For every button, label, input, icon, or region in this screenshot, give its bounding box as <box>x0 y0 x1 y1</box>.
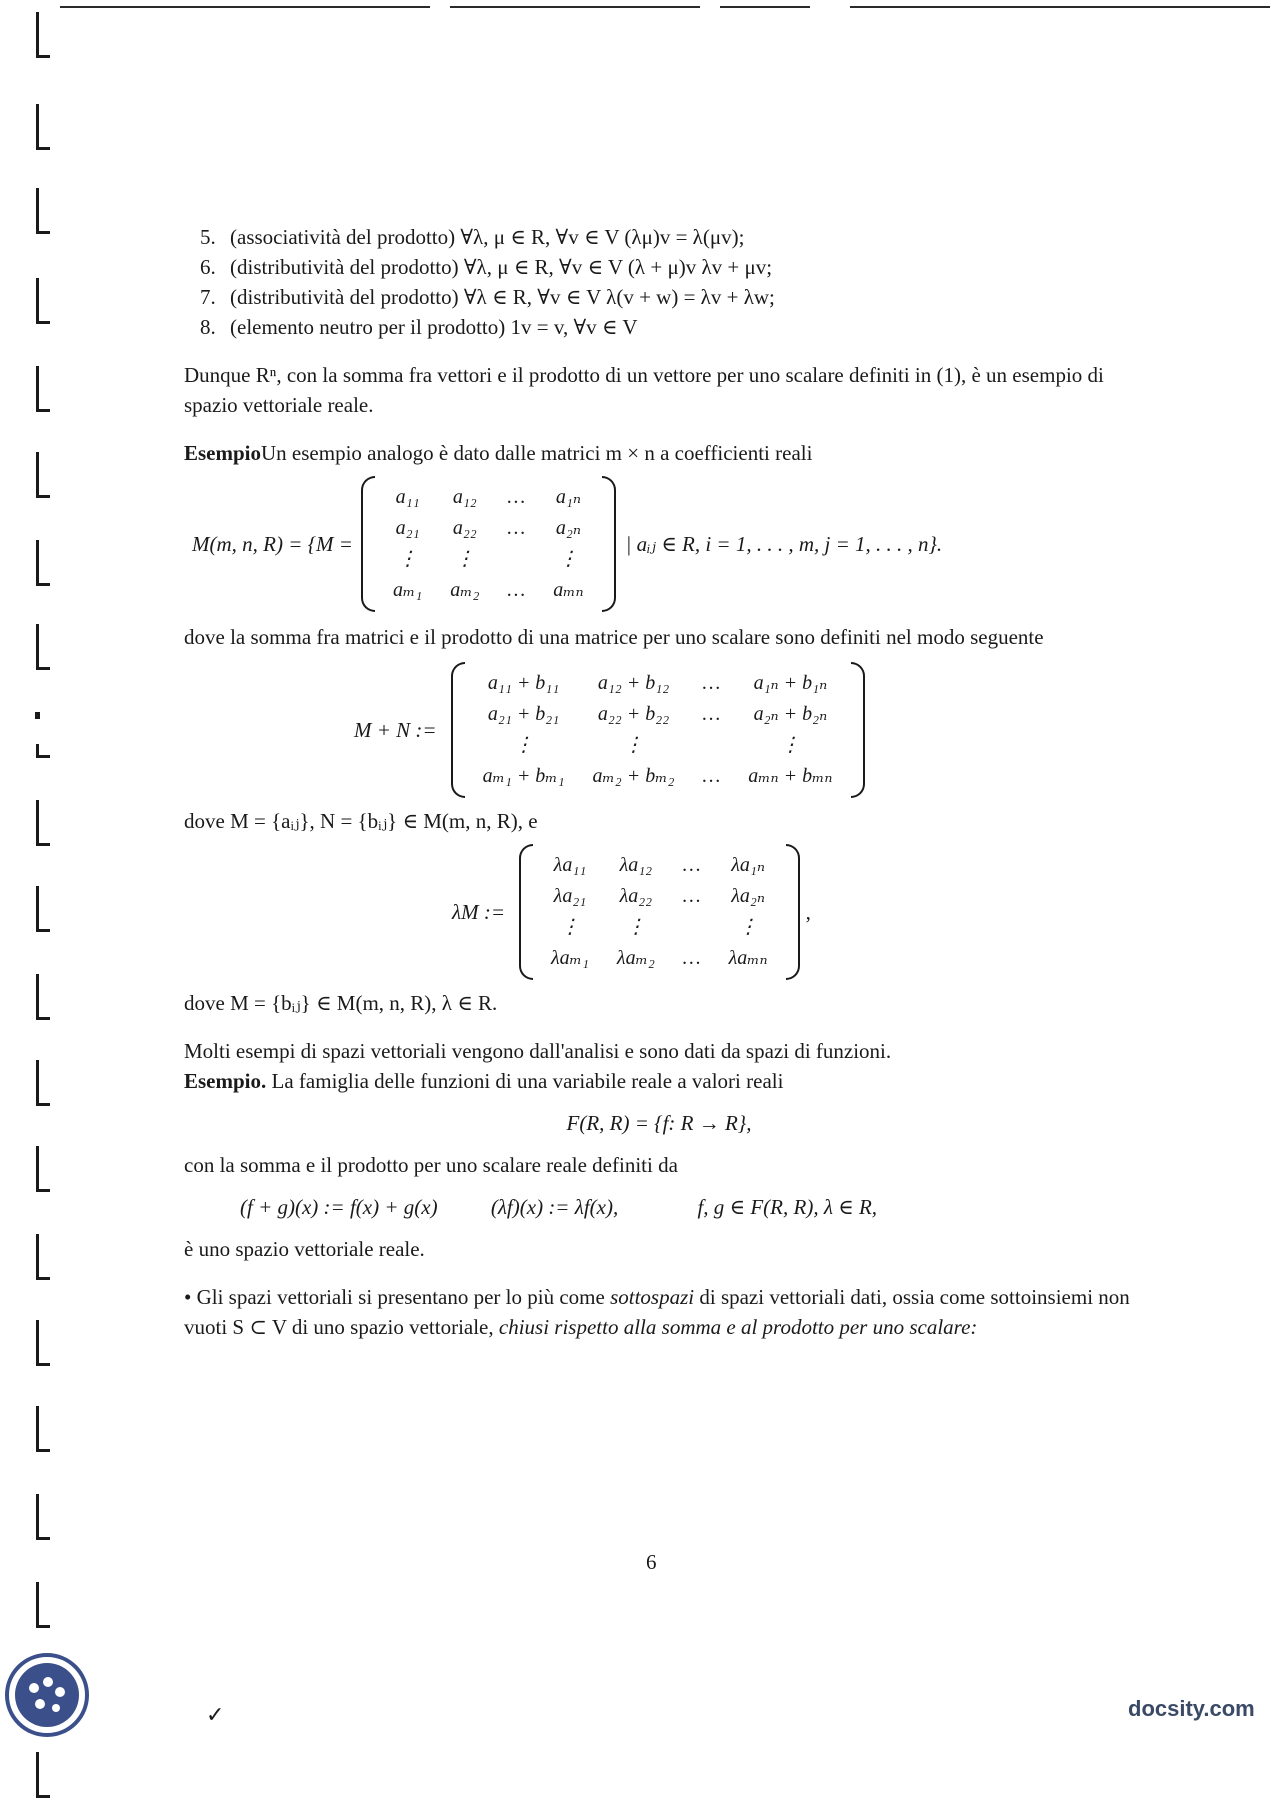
list-item-number: 6. <box>200 255 216 279</box>
matrix-cell: ⋮ <box>625 916 646 938</box>
binding-dot <box>35 712 40 719</box>
equation-right: | aᵢⱼ ∈ R, i = 1, . . . , m, j = 1, . . . , n}. <box>625 532 943 556</box>
binding-mark <box>36 540 50 586</box>
matrix-cell: … <box>702 703 721 725</box>
matrix-cell: … <box>682 885 701 907</box>
matrix-cell: a₁₂ + b₁₂ <box>597 672 670 694</box>
matrix-cell: … <box>507 486 526 508</box>
equation-scalar: (λf)(x) := λf(x), <box>490 1195 619 1219</box>
example-text: La famiglia delle funzioni di una variabile reale a valori reali <box>266 1069 784 1093</box>
list-item-text: (distributività del prodotto) ∀λ ∈ R, ∀v ∈ V λ(v + w) = λv + λw; <box>230 285 775 309</box>
matrix-cell: a₁₁ <box>395 486 420 508</box>
docsity-logo-icon[interactable] <box>4 1652 90 1738</box>
matrix-m <box>361 476 616 612</box>
matrix-sum <box>451 662 865 798</box>
matrix-cell: λa₁ₙ <box>731 854 765 876</box>
matrix-cell: λaₘ₂ <box>616 947 655 969</box>
equation-operations <box>240 1192 1134 1222</box>
paragraph-where-m: dove M = {bᵢⱼ} ∈ M(m, n, R), λ ∈ R. <box>184 991 498 1015</box>
binding-mark <box>36 1494 50 1540</box>
matrix-cell: λaₘₙ <box>728 947 768 969</box>
subspaces-closure: chiusi rispetto alla somma e al prodotto per uno scalare: <box>498 1315 978 1339</box>
binding-mark <box>36 104 50 150</box>
matrix-cell: ⋮ <box>397 548 418 570</box>
binding-mark <box>36 1582 50 1628</box>
binding-mark <box>36 800 50 846</box>
matrix-cell: ⋮ <box>780 734 801 756</box>
matrix-m-table <box>379 482 598 606</box>
equation-scalar-product <box>452 844 1134 980</box>
binding-mark <box>36 1146 50 1192</box>
matrix-cell: a₂₂ + b₂₂ <box>597 703 670 725</box>
matrix-cell: ⋮ <box>623 734 644 756</box>
equation-left: M(m, n, R) = {M = <box>192 532 353 556</box>
equation-left: M + N := <box>354 718 437 742</box>
paragraph-subspaces <box>184 1282 1134 1342</box>
matrix-cell <box>493 544 539 575</box>
paragraph-rn-example: Dunque Rⁿ, con la somma fra vettori e il prodotto di un vettore per uno scalare definiti in (1), è un esempio di spazio vettoriale reale. <box>184 363 1104 417</box>
paragraph-where-mn: dove M = {aᵢⱼ}, N = {bᵢⱼ} ∈ M(m, n, R), e <box>184 809 538 833</box>
stray-mark: ✓ <box>206 1702 225 1727</box>
binding-mark <box>36 886 50 932</box>
matrix-cell <box>688 730 734 761</box>
list-item <box>184 282 1134 312</box>
binding-mark <box>36 744 50 758</box>
matrix-cell: a₁ₙ <box>555 486 581 508</box>
page-number: 6 <box>646 1550 657 1574</box>
matrix-cell <box>669 912 715 943</box>
matrix-cell: … <box>682 854 701 876</box>
equation-matrix-space <box>192 476 1134 612</box>
example-label: Esempio <box>184 441 262 465</box>
list-item <box>184 222 1134 252</box>
matrix-cell: λa₁₂ <box>619 854 653 876</box>
matrix-cell: a₂₁ + b₂₁ <box>487 703 560 725</box>
paragraph-function-spaces: Molti esempi di spazi vettoriali vengono dall'analisi e sono dati da spazi di funzioni. <box>184 1039 892 1063</box>
matrix-cell: ⋮ <box>513 734 534 756</box>
paragraph-conclusion: è uno spazio vettoriale reale. <box>184 1237 425 1261</box>
matrix-cell: a₁₂ <box>452 486 477 508</box>
paragraph-operations: con la somma e il prodotto per uno scalare reale definiti da <box>184 1153 678 1177</box>
matrix-cell: ⋮ <box>738 916 759 938</box>
list-item-number: 5. <box>200 225 216 249</box>
matrix-cell: aₘₙ + bₘₙ <box>748 765 833 787</box>
list-item-text: (elemento neutro per il prodotto) 1v = v, ∀v ∈ V <box>230 315 638 339</box>
binding-mark <box>36 974 50 1020</box>
list-item-text: (distributività del prodotto) ∀λ, μ ∈ R, ∀v ∈ V (λ + μ)v λv + μv; <box>230 255 773 279</box>
matrix-cell: ⋮ <box>558 548 579 570</box>
top-rule-1 <box>60 6 430 8</box>
matrix-scalar-table <box>537 850 782 974</box>
matrix-cell: … <box>507 579 526 601</box>
matrix-cell: λa₂₂ <box>619 885 653 907</box>
matrix-cell: … <box>702 765 721 787</box>
list-item-text: (associatività del prodotto) ∀λ, μ ∈ R, ∀v ∈ V (λμ)v = λ(μv); <box>230 225 745 249</box>
equation-sum: (f + g)(x) := f(x) + g(x) <box>240 1195 438 1219</box>
list-item <box>184 252 1134 282</box>
binding-mark <box>36 1060 50 1106</box>
matrix-sum-table <box>469 668 847 792</box>
list-item-number: 7. <box>200 285 216 309</box>
binding-mark <box>36 1406 50 1452</box>
binding-mark <box>36 12 50 58</box>
matrix-cell: a₂ₙ <box>555 517 581 539</box>
matrix-cell: aₘ₁ <box>392 579 423 601</box>
subspaces-text-b: di spazi vettoriali dati, ossia come sottoinsiemi non vuoti S ⊂ V di uno spazio vettoriale, <box>184 1285 1130 1339</box>
binding-mark <box>36 1752 50 1798</box>
example-functions <box>184 1066 1134 1096</box>
example-text: Un esempio analogo è dato dalle matrici m × n a coefficienti reali <box>261 441 813 465</box>
matrix-cell: a₁₁ + b₁₁ <box>487 672 560 694</box>
matrix-scalar <box>519 844 800 980</box>
top-rule-4 <box>850 6 1270 8</box>
matrix-cell: … <box>507 517 526 539</box>
matrix-cell: a₂ₙ + b₂ₙ <box>753 703 828 725</box>
page-content <box>184 222 1134 1342</box>
matrix-cell: ⋮ <box>559 916 580 938</box>
matrix-cell: λa₂ₙ <box>731 885 765 907</box>
matrix-cell: a₁ₙ + b₁ₙ <box>753 672 828 694</box>
matrix-cell: λa₁₁ <box>553 854 587 876</box>
binding-mark <box>36 1320 50 1366</box>
axiom-list <box>184 222 1134 342</box>
matrix-cell: λa₂₁ <box>553 885 587 907</box>
matrix-cell: … <box>682 947 701 969</box>
top-rule-3 <box>720 6 810 8</box>
equation-function-space: F(R, R) = {f: R → R}, <box>566 1111 752 1135</box>
equation-matrix-sum <box>354 662 1134 798</box>
matrix-cell: aₘ₁ + bₘ₁ <box>482 765 565 787</box>
binding-mark <box>36 188 50 234</box>
binding-mark <box>36 624 50 670</box>
subspaces-emphasis: sottospazi <box>610 1285 695 1309</box>
binding-mark <box>36 452 50 498</box>
matrix-cell: aₘ₂ <box>450 579 480 601</box>
equation-domain: f, g ∈ F(R, R), λ ∈ R, <box>697 1195 878 1219</box>
matrix-cell: ⋮ <box>454 548 475 570</box>
matrix-cell: a₂₁ <box>395 517 420 539</box>
binding-mark <box>36 1234 50 1280</box>
list-item-number: 8. <box>200 315 216 339</box>
binding-marks <box>30 0 60 1811</box>
example-label: Esempio. <box>184 1069 267 1093</box>
matrix-cell: aₘₙ <box>553 579 584 601</box>
matrix-cell: a₂₂ <box>452 517 477 539</box>
top-rule-2 <box>450 6 700 8</box>
matrix-cell: … <box>702 672 721 694</box>
binding-mark <box>36 278 50 324</box>
matrix-cell: aₘ₂ + bₘ₂ <box>592 765 675 787</box>
example-matrices <box>184 438 1134 468</box>
matrix-cell: λaₘ₁ <box>551 947 589 969</box>
subspaces-text-a: • Gli spazi vettoriali si presentano per lo più come <box>184 1285 611 1309</box>
equation-left: λM := <box>452 900 506 924</box>
paragraph-definitions: dove la somma fra matrici e il prodotto di una matrice per uno scalare sono definiti nel modo seguente <box>184 625 1044 649</box>
docsity-brand-link[interactable]: docsity.com <box>1128 1696 1255 1721</box>
list-item <box>184 312 1134 342</box>
equation-right: , <box>805 900 811 924</box>
binding-mark <box>36 366 50 412</box>
